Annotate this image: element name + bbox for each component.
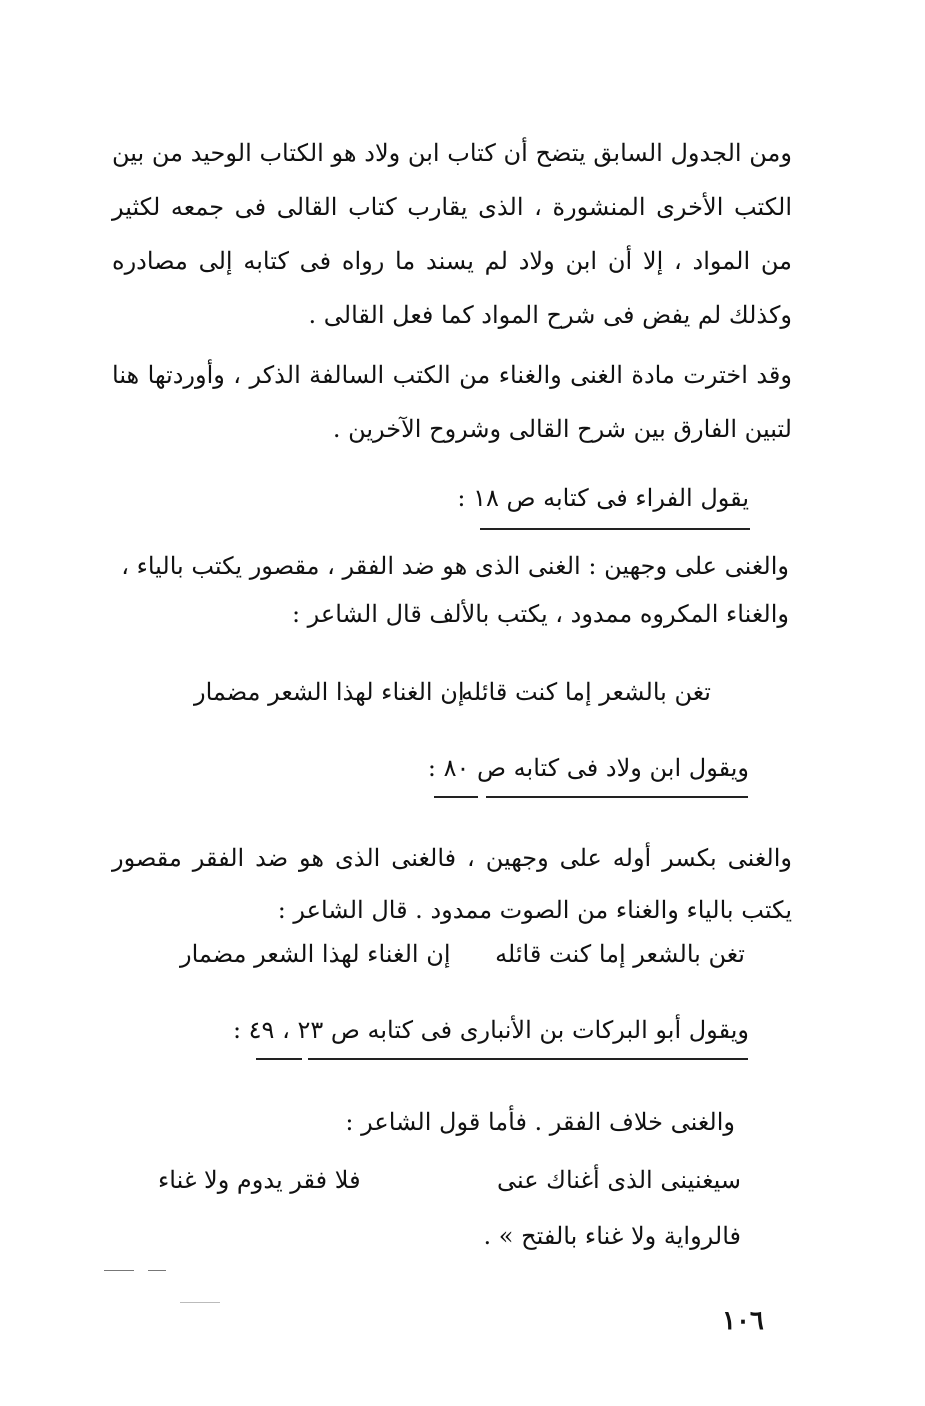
heading-underline <box>486 796 748 798</box>
section-heading-farra <box>457 484 749 512</box>
body-line: والغناء المكروه ممدود ، يكتب بالألف قال الشاعر : <box>291 600 789 628</box>
section-heading-anbari <box>233 1016 749 1044</box>
heading-underline <box>308 1058 748 1060</box>
body-line: بالياء والغناء من الصوت ممدود . قال الشاعر : <box>277 896 734 924</box>
body-line: والغنى خلاف الفقر . فأما قول الشاعر : <box>345 1108 735 1136</box>
verse-second-hemistich: فلا فقر يدوم ولا غناء <box>158 1166 361 1194</box>
scan-speck <box>148 1270 166 1271</box>
verse-first-hemistich: سيغنينى الذى أغناك عنى <box>496 1166 741 1194</box>
body-line: والغنى بكسر أوله على وجهين ، فالغنى الذى هو ضد الفقر مقصور يكتب <box>112 844 793 924</box>
body-line: والغنى على وجهين : الغنى الذى هو ضد الفقر ، مقصور يكتب بالياء ، <box>121 552 789 580</box>
verse-first-hemistich: تغن بالشعر إما كنت قائله <box>461 678 711 706</box>
scan-speck <box>180 1302 220 1303</box>
verse-second-hemistich: إن الغناء لهذا الشعر مضمار <box>180 940 451 968</box>
body-paragraph <box>112 832 792 936</box>
closing-line: فالرواية ولا غناء بالفتح » . <box>483 1222 741 1250</box>
scan-speck <box>104 1270 134 1271</box>
heading-text: ويقول ابن ولاد فى كتابه ص ٨٠ : <box>427 754 749 782</box>
verse-second-hemistich: إن الغناء لهذا الشعر مضمار <box>194 678 465 706</box>
heading-text: يقول الفراء فى كتابه ص ١٨ : <box>457 484 749 512</box>
second-paragraph: وقد اخترت مادة الغنى والغناء من الكتب السالفة الذكر ، وأوردتها هنا لتبين الفارق بين شرح القالى وشروح الآخرين . <box>112 361 792 443</box>
page-number: ١٠٦ <box>722 1306 764 1336</box>
verse-first-hemistich: تغن بالشعر إما كنت قائله <box>495 940 745 968</box>
heading-text: ويقول أبو البركات بن الأنبارى فى كتابه ص ٢٣ ، ٤٩ : <box>232 1016 749 1044</box>
intro-paragraph: ومن الجدول السابق يتضح أن كتاب ابن ولاد هو الكتاب الوحيد من بين الكتب الأخرى المنشورة ، الذى يقارب كتاب القالى فى جمعه لكثير من المواد ، إلا أن ابن ولاد لم يسند ما رواه فى كتابه إلى مصادره وكذلك لم يفض فى شرح المواد كما فعل القالى . <box>112 139 792 329</box>
heading-underline <box>256 1058 302 1060</box>
heading-underline <box>480 528 750 530</box>
heading-underline <box>434 796 478 798</box>
section-heading-ibn-wallad <box>428 754 749 782</box>
